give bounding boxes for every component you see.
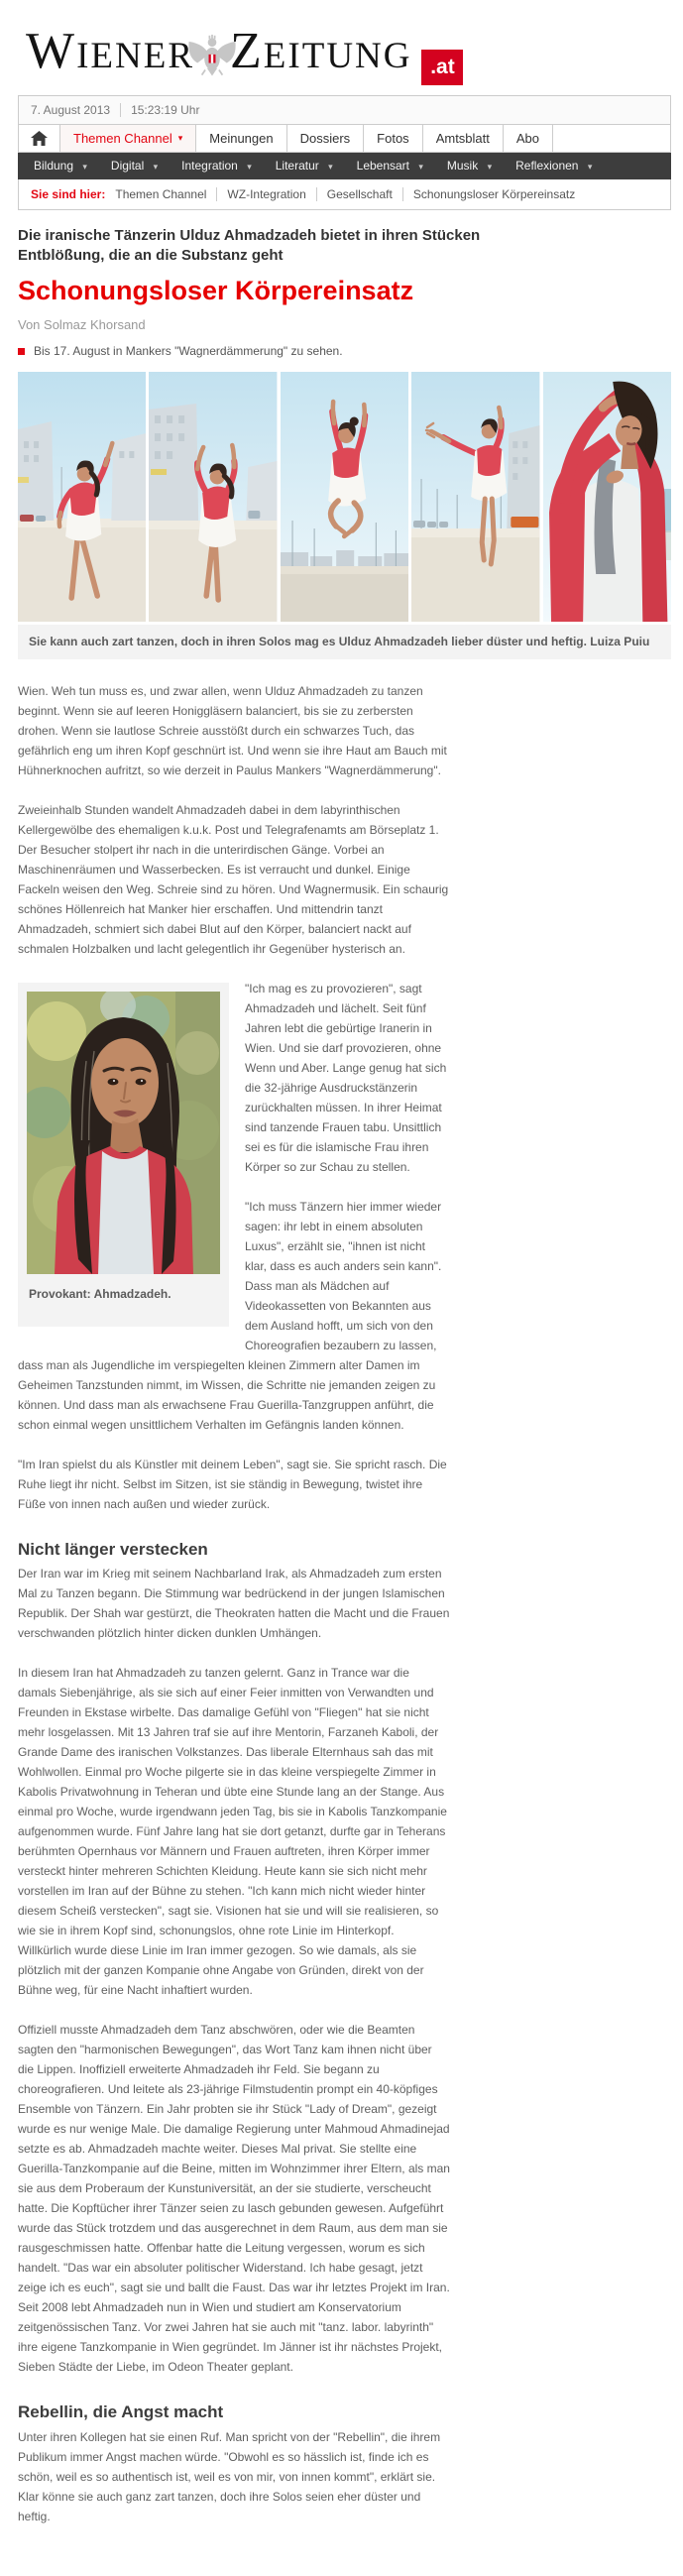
breadcrumb-item[interactable]: WZ-Integration [216, 187, 305, 201]
portrait-caption: Provokant: Ahmadzadeh. [29, 1286, 171, 1301]
chevron-down-icon: ▾ [153, 161, 159, 172]
brand-word-zeitung: ZEITUNG [230, 23, 412, 79]
brand-logo[interactable] [26, 23, 463, 85]
red-square-bullet-icon [18, 348, 25, 355]
chevron-down-icon: ▾ [587, 161, 593, 172]
main-nav-item[interactable]: Meinungen [196, 125, 286, 152]
chevron-down-icon: ▾ [418, 161, 423, 172]
chevron-down-icon: ▾ [82, 161, 87, 172]
sub-navigation [18, 153, 671, 179]
section-heading: Nicht länger verstecken [18, 1539, 208, 1559]
article-byline: Von Solmaz Khorsand [18, 317, 146, 333]
brand-word-wiener: WIENER [26, 23, 195, 79]
main-nav-item[interactable]: Fotos [364, 125, 423, 152]
subnav-item[interactable]: Musik ▾ [446, 158, 493, 173]
article-paragraph: Wien. Weh tun muss es, und zwar allen, wenn Ulduz Ahmadzadeh zu tanzen beginnt. Wenn sie auf leeren Honiggläsern balanciert, bis sie zu zerbersten drohen. Wenn sie lautlose Schreie ausstößt durch ein schwarzes Tuch, das gefährlich eng um ihren Kopf geschnürt ist. Und wenn sie ihre Haut am Bauch mit Hühnerknochen aufritzt, so wie derzeit in Paulus Mankers "Wagnerdämmerung". [18, 683, 447, 777]
info-bullet-row [18, 344, 671, 358]
breadcrumb-item[interactable]: Themen Channel [115, 187, 207, 201]
info-bullet-text: Bis 17. August in Mankers "Wagnerdämmerung" zu sehen. [34, 344, 343, 359]
breadcrumb-label: Sie sind hier: [31, 187, 106, 201]
photo-strip [18, 372, 671, 622]
breadcrumb-item[interactable]: Schonungsloser Körpereinsatz [402, 187, 575, 201]
masthead [18, 0, 671, 95]
article-paragraph: Zweieinhalb Stunden wandelt Ahmadzadeh dabei in dem labyrinthischen Kellergewölbe des ehemaligen k.u.k. Post und Telegrafenamts am Börseplatz 1. Der Besucher stolpert ihr nach in die unterirdischen Gänge. Vorbei an Maschinenräumen und Wasserbecken. Es ist verraucht und dunkel. Einige Fackeln weisen den Weg. Schreie sind zu hören. Und Wagnermusik. Ein schaurig schönes Höllenreich hat Manker hier erschaffen. Und mittendrin tanzt Ahmadzadeh, schmiert sich dabei Blut auf den Körper, balanciert nackt auf schmalen Holzbalken und lacht gelegentlich ihr Gegenüber hysterisch an. [18, 802, 449, 956]
main-nav-item[interactable]: Themen Channel ▾ [60, 125, 196, 152]
section-heading: Rebellin, die Angst macht [18, 2402, 224, 2422]
chevron-down-icon: ▾ [177, 133, 183, 143]
current-date: 7. August 2013 [31, 103, 111, 117]
home-icon [31, 131, 48, 146]
article-paragraph: In diesem Iran hat Ahmadzadeh zu tanzen gelernt. Ganz in Trance war die damals Siebenjährige, als sie sich auf einer Feier inmitten von Verwandten und Freunden in Ekstase wirbelte. Das damalige Gefühl von "Fliegen" hat sie nicht mehr losgelassen. Mit 13 Jahren traf sie auf ihre Mentorin, Farzaneh Kaboli, der Grande Dame des iranischen Volkstanzes. Das liberale Elternhaus sah das mit Wohlwollen. Einmal pro Woche pilgerte sie in das kleine verspiegelte Zimmer in Kabolis Privatwohnung in Teheran und übte eine Stunde lang an der Stange. Aus einmal pro Woche, wurde irgendwann jeden Tag, bis sie in Kabolis Tanzkompanie aufgenommen wurde. Fünf Jahre lang hat sie dort getanzt, durfte gar in Teherans berühmten Opernhaus vor Männern und Frauen auftreten, ihren Körper immer versteckt hinter mehreren Schichten Kleidung. Heute kann sie sich nicht mehr vorstellen im Iran auf der Bühne zu stehen. "Ich kann mich nicht wieder hinter diesem Scheiß verstecken", sagt sie. Visionen hat sie und will sie realisieren, so wie sie in ihrem Kopf sind, schonungslos, ohne rote Linie im Hinterkopf. Willkürlich wurde diese Linie im Iran immer gezogen. So wie damals, als sie plötzlich mit der ganzen Kompanie ohne Angabe von Gründen, direkt von der Bühne weg, für eine Nacht inhaftiert wurden. [18, 1666, 447, 1998]
article-paragraph: Der Iran war im Krieg mit seinem Nachbarland Irak, als Ahmadzadeh zum ersten Mal zu Tanzen begann. Die Stimmung war bedrückend in der jungen Islamischen Republik. Der Shah war gestürzt, die Theokraten hatten die Macht und die Frauen verschwanden plötzlich hinter dicken dunklen Umhängen. [18, 1567, 450, 1641]
lead-photo-caption: Sie kann auch zart tanzen, doch in ihren Solos mag es Ulduz Ahmadzadeh lieber düster und heftig. Luiza Puiu [18, 625, 671, 659]
article-paragraph: "Ich mag es zu provozieren", sagt Ahmadzadeh und lächelt. Seit fünf Jahren lebt die gebürtige Iranerin in Wien. Und sie darf provozieren, ohne Wenn und Aber. Lange genug hat sich die 32-jährige Ausdruckstänzerin zurückhalten müssen. In ihrer Heimat sind tanzende Frauen tabu. Unsittlich sei es für die islamische Frau ihren Körper so zur Schau zu stellen. [245, 981, 447, 1174]
subnav-item[interactable]: Reflexionen ▾ [515, 158, 593, 173]
dancer-photo-5 [543, 372, 671, 622]
subnav-item[interactable]: Lebensart ▾ [356, 158, 423, 173]
article-paragraph: Unter ihren Kollegen hat sie einen Ruf. Man spricht von der "Rebellin", die ihrem Publikum immer Angst machen würde. "Obwohl es so hässlich ist, finde ich es schön, weil es so authentisch ist, weil es von mir, von innen kommt", erklärt sie. Klar könne sie auch ganz zart tanzen, doch ihre Solos seien eher düster und heftig. [18, 2429, 441, 2523]
article-kicker: Die iranische Tänzerin Ulduz Ahmadzadeh bietet in ihren Stücken Entblößung, die an die Substanz geht [18, 227, 481, 265]
chevron-down-icon: ▾ [328, 161, 333, 172]
breadcrumb-item[interactable]: Gesellschaft [316, 187, 393, 201]
subnav-item[interactable]: Digital ▾ [110, 158, 159, 173]
breadcrumb [18, 179, 671, 210]
date-bar [18, 95, 671, 125]
main-nav-item[interactable]: Dossiers [287, 125, 365, 152]
dancer-photo-3 [281, 372, 408, 622]
chevron-down-icon: ▾ [487, 161, 493, 172]
portrait-figure [18, 983, 229, 1327]
article-body [18, 681, 450, 2576]
main-navigation [18, 125, 671, 153]
article-paragraph: "Im Iran spielst du als Künstler mit deinem Leben", sagt sie. Sie spricht rasch. Die Ruhe liegt ihr nicht. Selbst im Sitzen, ist sie ständig in Bewegung, twistet ihre Füße von innen nach außen und wieder zurück. [18, 1457, 447, 1511]
article-paragraph: Offiziell musste Ahmadzadeh dem Tanz abschwören, oder wie die Beamten sagten den "harmonischen Bewegungen", das Wort Tanz kam ihnen nicht über die Lippen. Inoffiziell erweiterte Ahmadzadeh ihr Feld. Sie begann zu choreografieren. Und leitete als 23-jährige Filmstudentin prompt ein 40-köpfiges Ensemble von Tänzern. Ein Jahr probten sie ihr Stück "Lady of Dream", gezeigt wurde es nur wenige Male. Die damalige Regierung unter Mahmoud Ahmadinejad setzte es ab. Ahmadzadeh machte weiter. Dieses Mal privat. Sie stellte eine Guerilla-Tanzkompanie auf die Beine, mitten im Wohnzimmer ihrer Eltern, als man sie aus dem Proberaum der Kunstuniversität, an der sie studierte, verscheucht hatte. Die Kopftücher ihrer Tänzer seien zu lasch gebunden gewesen. Aufgeführt wurde das Stück trotzdem und das ausgerechnet in dem Raum, aus dem man sie rausgeschmissen hatte. Offenbar hatte die Leitung vergessen, worum es sich handelt. "Das war ein absoluter politischer Widerstand. Ich habe gesagt, jetzt zeige ich es euch", sagt sie und ballt die Faust. Das war ihr letztes Projekt im Iran. Seit 2008 lebt Ahmadzadeh nun in Wien und studiert am Konservatorium zeitgenössischen Tanz. Vor zwei Jahren hat sie auch mit "tanz. labor. labyrinth" ihre eigene Tanzkompanie in Wien gegründet. Im Jänner ist ihr nächstes Projekt, Sieben Städte der Liebe, im Odeon Theater geplant. [18, 2023, 450, 2375]
article-headline: Schonungsloser Körpereinsatz [18, 275, 414, 305]
subnav-item[interactable]: Bildung ▾ [34, 158, 87, 173]
subnav-item[interactable]: Integration ▾ [181, 158, 252, 173]
portrait-photo [27, 992, 220, 1274]
dancer-photo-2 [149, 372, 277, 622]
main-nav-item[interactable]: Abo [504, 125, 553, 152]
current-time: 15:23:19 Uhr [120, 103, 199, 117]
subnav-item[interactable]: Literatur ▾ [275, 158, 333, 173]
breadcrumb-items [115, 187, 575, 201]
dancer-photo-1 [18, 372, 146, 622]
home-button[interactable] [19, 125, 60, 152]
dancer-photo-4 [411, 372, 539, 622]
article-paragraph: "Ich muss Tänzern hier immer wieder sagen: ihr lebt in einem absoluten Luxus", erzählt sie, "ihnen ist nicht klar, dass es auch anders sein kann". Dass man als Mädchen auf Videokassetten von Bekannten aus dem Ausland hofft, um sich von den Choreografien bezaubern zu lassen, dass man als Jugendliche im verspiegelten kleinen Zimmern alter Damen im Geheimen Tanzstunden nimmt, im Wissen, die Schritte nie jemanden zeigen zu können. Und dass man als erwachsene Frau Guerilla-Tanzgruppen anführt, die schon einmal wegen unsittlichem Verhalten im Gefängnis landen können. [18, 1199, 442, 1432]
main-nav-item[interactable]: Amtsblatt [423, 125, 504, 152]
chevron-down-icon: ▾ [247, 161, 252, 172]
brand-tld-box: .at [421, 50, 463, 85]
